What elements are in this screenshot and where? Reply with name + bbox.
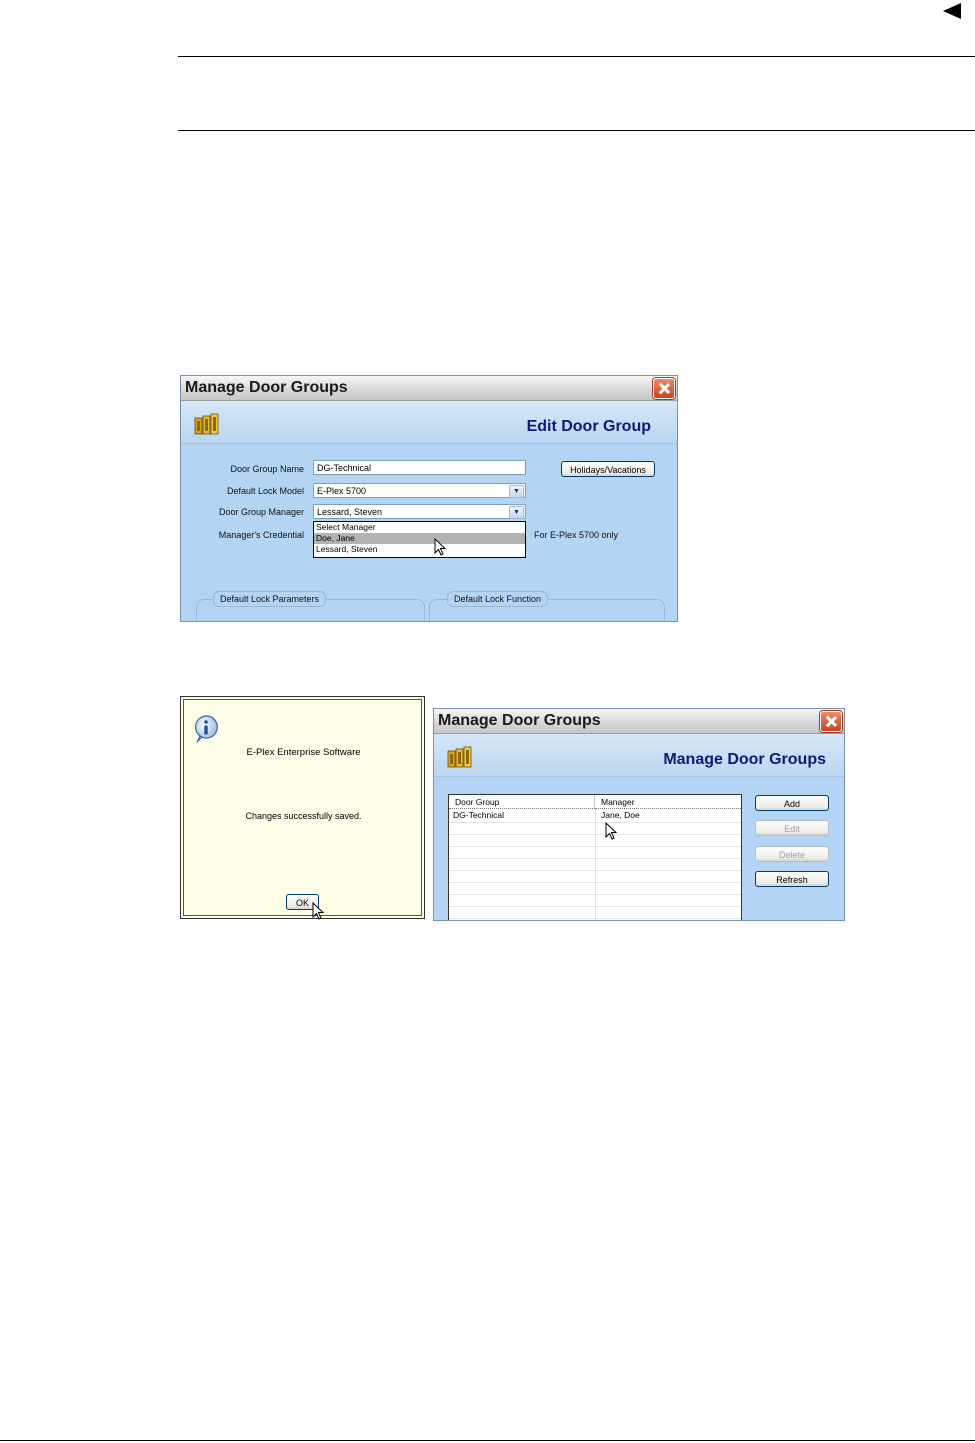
window-banner [181, 401, 677, 444]
holidays-vacations-button[interactable]: Holidays/Vacations [561, 461, 655, 477]
grid-line [449, 918, 741, 919]
edit-door-group-window [180, 375, 678, 622]
grid-line [449, 834, 741, 835]
credential-note: For E-Plex 5700 only [534, 530, 619, 540]
top-rule [178, 56, 975, 57]
grid-line [449, 822, 741, 823]
default-lock-model-select[interactable] [313, 483, 526, 498]
message-box-title: E-Plex Enterprise Software [246, 747, 361, 758]
window-banner [434, 734, 844, 777]
door-group-icon [447, 745, 473, 769]
grid-line [449, 894, 741, 895]
edit-door-group-heading: Edit Door Group [526, 418, 651, 435]
footer-rule [0, 1440, 975, 1441]
dropdown-option[interactable]: Lessard, Steven [316, 544, 378, 554]
manager-dropdown-list [313, 521, 526, 558]
table-row-group-cell[interactable]: DG-Technical [453, 810, 505, 820]
window-title: Manage Door Groups [185, 379, 348, 396]
dropdown-option-selected[interactable]: Doe, Jane [314, 533, 525, 544]
window-title: Manage Door Groups [438, 712, 601, 729]
default-lock-parameters-label: Default Lock Parameters [213, 591, 326, 607]
grid-line [449, 882, 741, 883]
managers-credential-label: Manager's Credential [218, 530, 304, 540]
mouse-pointer-icon [434, 538, 446, 556]
mouse-pointer-icon [312, 902, 324, 920]
delete-button[interactable]: Delete [755, 846, 829, 862]
close-button[interactable] [653, 378, 675, 399]
table-row-manager-cell[interactable]: Jane, Doe [601, 810, 640, 820]
default-lock-function-label: Default Lock Function [447, 591, 548, 607]
grid-line [449, 846, 741, 847]
grid-line [449, 906, 741, 907]
column-header-door-group[interactable]: Door Group [449, 795, 595, 809]
manage-door-groups-heading: Manage Door Groups [663, 751, 826, 768]
ok-button[interactable]: OK [286, 894, 319, 910]
column-divider [595, 809, 596, 921]
close-button[interactable] [820, 711, 842, 732]
edit-button[interactable]: Edit [755, 820, 829, 836]
window-titlebar [434, 709, 844, 734]
door-group-name-label: Door Group Name [230, 464, 304, 474]
column-header-manager[interactable]: Manager [595, 795, 742, 809]
chevron-down-icon[interactable]: ▼ [509, 506, 524, 519]
window-titlebar [181, 376, 677, 401]
door-group-manager-label: Door Group Manager [218, 507, 304, 517]
info-icon [192, 714, 220, 744]
message-text: Changes successfully saved. [245, 811, 362, 821]
left-triangle-icon [941, 2, 963, 20]
door-group-name-input[interactable]: DG-Technical [313, 460, 526, 475]
add-button[interactable]: Add [755, 795, 829, 811]
door-group-manager-value: Lessard, Steven [317, 507, 383, 517]
chevron-down-icon[interactable]: ▼ [509, 485, 524, 498]
grid-line [449, 870, 741, 871]
mouse-pointer-icon [605, 822, 617, 840]
refresh-button[interactable]: Refresh [755, 871, 829, 887]
manage-door-groups-window [433, 708, 845, 921]
default-lock-model-value: E-Plex 5700 [317, 486, 367, 496]
default-lock-model-label: Default Lock Model [226, 486, 304, 496]
door-group-manager-select[interactable] [313, 504, 526, 519]
second-rule [178, 130, 975, 131]
dropdown-option[interactable]: Select Manager [316, 522, 376, 532]
door-groups-table [448, 794, 742, 921]
success-message-box [180, 696, 425, 919]
grid-line [449, 858, 741, 859]
door-group-icon [194, 412, 220, 436]
